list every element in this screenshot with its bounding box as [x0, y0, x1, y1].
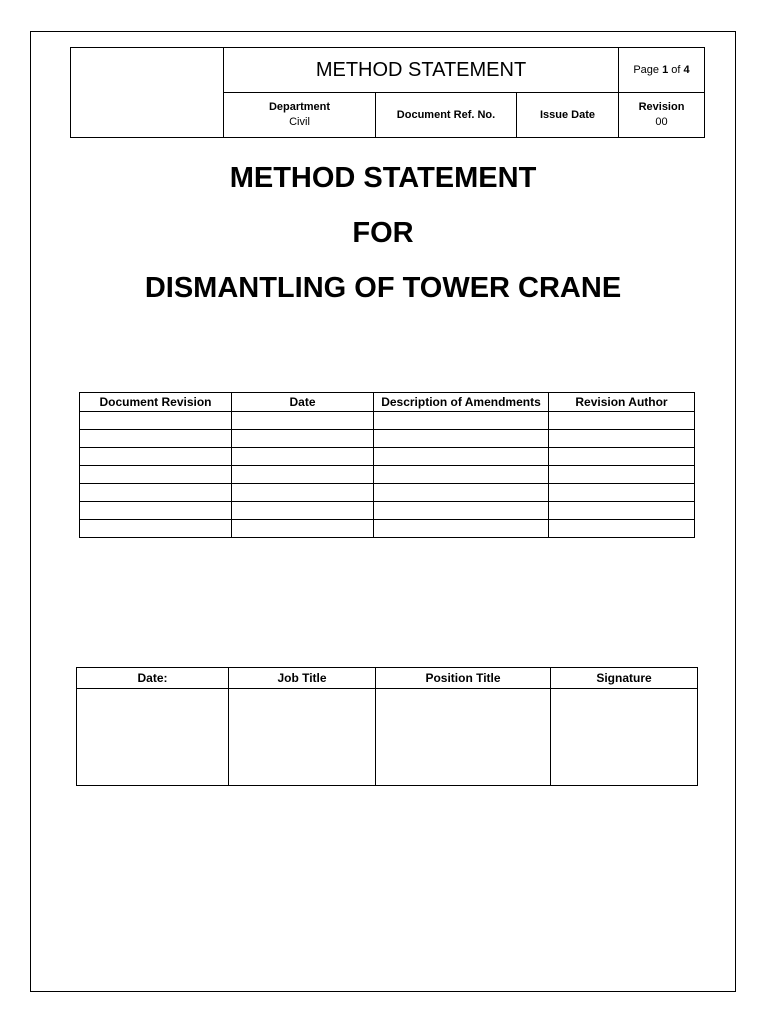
revision-table-row-cell	[549, 466, 695, 484]
revision-table-row-cell	[232, 430, 374, 448]
page-current: 1	[662, 64, 669, 76]
approval-table-row-cell	[77, 689, 229, 786]
page-total: 4	[683, 64, 690, 76]
revision-table-row-cell	[374, 430, 549, 448]
revision-table-row-cell	[549, 520, 695, 538]
revision-table-row-cell	[80, 412, 232, 430]
revision-table-row	[80, 466, 695, 484]
revision-table-row-cell	[374, 484, 549, 502]
revision-table-row-cell	[80, 484, 232, 502]
approval-header-job-title: Job Title	[229, 668, 376, 689]
logo-cell	[71, 48, 224, 138]
issue-date-label: Issue Date	[517, 93, 619, 138]
revision-table-row-cell	[549, 484, 695, 502]
revision-table-row	[80, 484, 695, 502]
revision-table-row-cell	[549, 430, 695, 448]
revision-table-row-cell	[374, 502, 549, 520]
doc-ref-label: Document Ref. No.	[376, 93, 517, 138]
revision-table-row-cell	[80, 520, 232, 538]
document-header-table	[70, 47, 705, 138]
revision-table-row	[80, 520, 695, 538]
revision-table-row-cell	[232, 412, 374, 430]
approval-header-position-title: Position Title	[376, 668, 551, 689]
revision-table-row	[80, 448, 695, 466]
revision-header-description: Description of Amendments	[374, 393, 549, 412]
main-title-line-1: METHOD STATEMENT	[229, 162, 537, 194]
revision-table-row-cell	[80, 448, 232, 466]
revision-table-row-cell	[80, 466, 232, 484]
department-cell	[224, 93, 376, 138]
revision-header-date: Date	[232, 393, 374, 412]
revision-table-row	[80, 430, 695, 448]
revision-table-row-cell	[374, 466, 549, 484]
revision-table-row-cell	[374, 412, 549, 430]
department-label: Department	[268, 101, 331, 113]
revision-cell	[619, 93, 705, 138]
approval-table-row	[77, 689, 698, 786]
revision-table-row-cell	[232, 484, 374, 502]
revision-table-row-cell	[232, 520, 374, 538]
approval-table-header-row	[77, 668, 698, 689]
revision-table-row-cell	[80, 430, 232, 448]
revision-label: Revision	[638, 101, 685, 113]
revision-table-row	[80, 412, 695, 430]
department-value: Civil	[289, 116, 310, 128]
revision-header-document-revision: Document Revision	[80, 393, 232, 412]
revision-table-row	[80, 502, 695, 520]
header-title: METHOD STATEMENT	[224, 48, 619, 93]
revision-table-row-cell	[549, 412, 695, 430]
revision-table-row-cell	[232, 466, 374, 484]
revision-table-row-cell	[232, 502, 374, 520]
revision-table	[79, 392, 695, 538]
revision-table-row-cell	[80, 502, 232, 520]
main-title-line-3: DISMANTLING OF TOWER CRANE	[144, 272, 622, 304]
page-of: of	[671, 64, 681, 76]
approval-header-signature: Signature	[551, 668, 698, 689]
revision-table-row-cell	[232, 448, 374, 466]
page-label: Page	[633, 64, 660, 76]
approval-table-row-cell	[376, 689, 551, 786]
revision-header-author: Revision Author	[549, 393, 695, 412]
approval-header-date: Date:	[77, 668, 229, 689]
approval-table-body	[77, 689, 698, 786]
revision-table-row-cell	[549, 502, 695, 520]
page-number	[619, 48, 705, 93]
revision-table-body	[80, 412, 695, 538]
revision-table-row-cell	[374, 448, 549, 466]
approval-table-row-cell	[229, 689, 376, 786]
approval-table-row-cell	[551, 689, 698, 786]
revision-table-row-cell	[549, 448, 695, 466]
revision-table-row-cell	[374, 520, 549, 538]
approval-table	[76, 667, 698, 786]
main-title-line-2: FOR	[352, 217, 414, 249]
revision-table-header-row	[80, 393, 695, 412]
revision-value: 00	[655, 116, 668, 128]
